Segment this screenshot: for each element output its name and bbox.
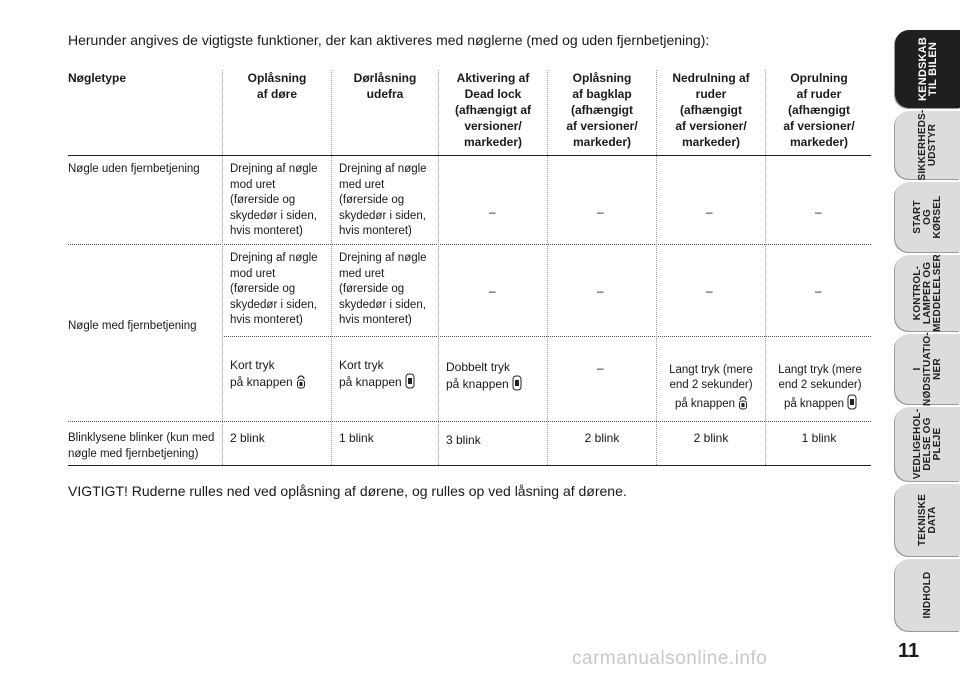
watermark: carmanualsonline.info: [572, 648, 768, 669]
important-note: VIGTIGT! Ruderne rulles ned ved oplåsning af dørene, og rulles op ved låsning af dørene.: [68, 483, 627, 499]
key-unlock-icon: [738, 394, 747, 408]
tab-label: I NØDSITUATIO- NER: [911, 332, 943, 406]
press-text: Langt tryk (mere end 2 sekunder) på knappen: [669, 363, 753, 410]
tab-label: KENDSKAB TIL BILEN: [916, 37, 939, 101]
column-divider: [438, 70, 439, 465]
tab-sikkerhedsudstyr[interactable]: [895, 111, 960, 179]
header-dead-lock: Aktivering af Dead lock (afhængigt af versioner/ markeder): [455, 71, 531, 149]
tab-label: INDHOLD: [921, 571, 933, 619]
row-label-indicators: Blinklysene blinker (kun med nøgle med fjernbetjening): [68, 432, 215, 460]
key-lock-icon: [405, 373, 414, 387]
column-divider: [222, 70, 223, 465]
cell-lock-outside: Drejning af nøgle med uret (førerside og skydedør i siden, hvis monteret): [339, 163, 427, 237]
cell-dead-lock-turn: –: [489, 284, 496, 298]
cell-lock-outside-blink: 1 blink: [339, 431, 374, 445]
cell-windows-up: –: [815, 205, 822, 219]
column-divider: [547, 70, 548, 465]
tab-tekniske-data[interactable]: [895, 484, 960, 556]
cell-lock-outside-press: [339, 342, 414, 391]
row-label-remote: Nøgle med fjernbetjening: [68, 320, 197, 332]
row-divider: [68, 421, 871, 422]
cell-dead-lock-blink: 3 blink: [446, 433, 481, 447]
intro-text: Herunder angives de vigtigste funktioner, der kan aktiveres med nøglerne (med og uden fjernbetjening):: [68, 32, 710, 48]
key-unlock-icon: [296, 373, 305, 387]
header-unlock-doors: Oplåsning af døre: [247, 71, 307, 101]
cell-windows-down-press: [660, 347, 762, 412]
cell-dead-lock: –: [489, 205, 496, 219]
press-text: Kort tryk på knappen: [339, 357, 402, 389]
tab-label: VEDLIGEHOL- DELSE OG PLEJE: [911, 408, 943, 480]
tab-label: START OG KØRSEL: [911, 195, 943, 239]
header-key-type: Nøgletype: [68, 71, 127, 85]
header-windows-down: Nedrulning af ruder (afhængigt af versioner/ markeder): [672, 71, 750, 149]
header-divider: [68, 155, 871, 156]
press-text: Langt tryk (mere end 2 sekunder) på knappen: [778, 363, 862, 410]
cell-unlock-doors: Drejning af nøgle mod uret (førerside og skydedør i siden, hvis monteret): [230, 163, 318, 237]
header-lock-outside: Dørlåsning udefra: [353, 71, 417, 101]
table-bottom-line: [68, 465, 871, 466]
tab-indhold[interactable]: [895, 559, 960, 631]
cell-windows-up-press: [769, 347, 871, 412]
press-text: Kort tryk på knappen: [230, 357, 293, 389]
cell-windows-up-blink: 1 blink: [801, 431, 837, 445]
row-divider: [68, 244, 871, 245]
column-divider: [765, 70, 766, 465]
row-label-no-remote: Nøgle uden fjernbetjening: [68, 163, 200, 175]
cell-windows-down-blink: 2 blink: [693, 431, 729, 445]
tab-kendskab-til-bilen[interactable]: [895, 30, 960, 108]
header-windows-up: Oprulning af ruder (afhængigt af versioner/ markeder): [783, 71, 855, 149]
header-unlock-tailgate: Oplåsning af bagklap (afhængigt af versioner/ markeder): [566, 71, 638, 149]
tab-vedligeholdelse[interactable]: [895, 407, 960, 481]
cell-unlock-tailgate-blink: 2 blink: [584, 431, 620, 445]
cell-unlock-tailgate-turn: –: [597, 284, 604, 298]
cell-unlock-doors-blink: 2 blink: [230, 431, 265, 445]
cell-windows-down-turn: –: [706, 284, 713, 298]
cell-windows-up-turn: –: [815, 284, 822, 298]
cell-unlock-doors-press: [230, 342, 305, 391]
tab-label: SIKKERHEDS- UDSTYR: [916, 109, 938, 181]
tab-label: KONTROL- LAMPER OG MEDDELELSER: [911, 254, 943, 332]
tab-start-og-koersel[interactable]: [895, 182, 960, 252]
cell-unlock-tailgate: –: [597, 205, 604, 219]
press-text: Dobbelt tryk på knappen: [446, 359, 511, 391]
key-lock-icon: [847, 394, 856, 408]
cell-windows-down: –: [706, 205, 713, 219]
page-number: 11: [898, 640, 920, 662]
tab-noedsituationer[interactable]: [895, 334, 960, 404]
key-lock-icon: [512, 375, 521, 389]
tab-kontrollamper[interactable]: [895, 255, 960, 331]
cell-unlock-doors-turn: Drejning af nøgle mod uret (førerside og skydedør i siden, hvis monteret): [230, 252, 318, 326]
cell-dead-lock-press: [446, 344, 521, 393]
column-divider: [656, 70, 657, 465]
cell-unlock-tailgate-press: –: [597, 361, 604, 375]
cell-lock-outside-turn: Drejning af nøgle med uret (førerside og skydedør i siden, hvis monteret): [339, 252, 427, 326]
tab-label: TEKNISKE DATA: [916, 493, 938, 547]
column-divider: [331, 70, 332, 465]
